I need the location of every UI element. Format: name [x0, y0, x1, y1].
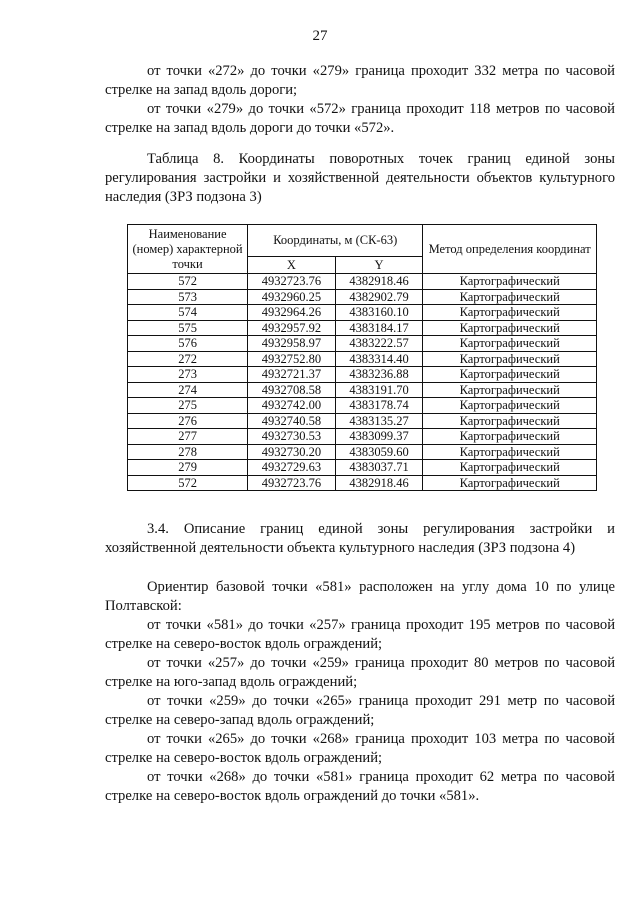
header-method: Метод определения координат — [423, 225, 597, 274]
x-cell: 4932960.25 — [248, 289, 336, 305]
table-caption: Таблица 8. Координаты поворотных точек границ единой зоны регулирования застройки и хозяйственной деятельности объектов культурного наследия (ЗРЗ подзона 3) — [105, 151, 615, 205]
point-cell: 574 — [128, 305, 248, 321]
section-heading: 3.4. Описание границ единой зоны регулирования застройки и хозяйственной деятельности объекта культурного наследия (ЗРЗ подзона 4) — [105, 521, 615, 556]
point-cell: 272 — [128, 351, 248, 367]
point-cell: 273 — [128, 367, 248, 383]
method-cell: Картографический — [423, 336, 597, 352]
table-header-row — [128, 225, 597, 257]
boundary-segment-272-279: от точки «272» до точки «279» граница проходит 332 метра по часовой стрелке на запад вдоль дороги; — [105, 63, 615, 98]
method-cell: Картографический — [423, 382, 597, 398]
header-x: X — [248, 256, 336, 273]
table-caption-block — [105, 150, 615, 207]
page-number: 27 — [312, 28, 328, 44]
method-cell: Картографический — [423, 398, 597, 414]
x-cell: 4932721.37 — [248, 367, 336, 383]
boundary-segment-581-257: от точки «581» до точки «257» граница проходит 195 метров по часовой стрелке на северо-восток вдоль ограждений; — [105, 617, 615, 652]
y-cell: 4383184.17 — [335, 320, 423, 336]
table-row — [128, 475, 597, 491]
y-cell: 4382902.79 — [335, 289, 423, 305]
y-cell: 4383191.70 — [335, 382, 423, 398]
table-row — [128, 289, 597, 305]
x-cell: 4932964.26 — [248, 305, 336, 321]
point-cell: 277 — [128, 429, 248, 445]
y-cell: 4383222.57 — [335, 336, 423, 352]
boundary-segment-265-268: от точки «265» до точки «268» граница проходит 103 метра по часовой стрелке на северо-восток вдоль ограждений; — [105, 731, 615, 766]
method-cell: Картографический — [423, 320, 597, 336]
point-cell: 274 — [128, 382, 248, 398]
table-row — [128, 429, 597, 445]
method-cell: Картографический — [423, 351, 597, 367]
point-cell: 278 — [128, 444, 248, 460]
boundary-segment-268-581: от точки «268» до точки «581» граница проходит 62 метра по часовой стрелке на северо-восток вдоль ограждений до точки «581». — [105, 769, 615, 804]
x-cell: 4932708.58 — [248, 382, 336, 398]
boundary-segment-279-572: от точки «279» до точки «572» граница проходит 118 метров по часовой стрелке на запад вдоль дороги до точки «572». — [105, 101, 615, 136]
x-cell: 4932723.76 — [248, 475, 336, 491]
table-row — [128, 398, 597, 414]
point-cell: 275 — [128, 398, 248, 414]
orientation-paragraph: Ориентир базовой точки «581» расположен на углу дома 10 по улице Полтавской: — [105, 579, 615, 614]
header-point-name: Наименование (номер) характерной точки — [128, 225, 248, 274]
header-y: Y — [335, 256, 423, 273]
x-cell: 4932730.53 — [248, 429, 336, 445]
y-cell: 4383037.71 — [335, 460, 423, 476]
y-cell: 4383236.88 — [335, 367, 423, 383]
boundary-segment-257-259: от точки «257» до точки «259» граница проходит 80 метров по часовой стрелке на юго-запад вдоль ограждений; — [105, 655, 615, 690]
y-cell: 4383059.60 — [335, 444, 423, 460]
table-row — [128, 413, 597, 429]
x-cell: 4932742.00 — [248, 398, 336, 414]
x-cell: 4932957.92 — [248, 320, 336, 336]
table-row — [128, 367, 597, 383]
x-cell: 4932740.58 — [248, 413, 336, 429]
y-cell: 4383099.37 — [335, 429, 423, 445]
x-cell: 4932958.97 — [248, 336, 336, 352]
table-body — [128, 274, 597, 491]
table-row — [128, 351, 597, 367]
x-cell: 4932723.76 — [248, 274, 336, 290]
section-3-4 — [105, 520, 615, 806]
coordinates-table — [127, 224, 597, 491]
y-cell: 4383314.40 — [335, 351, 423, 367]
intro-text — [105, 62, 615, 138]
x-cell: 4932730.20 — [248, 444, 336, 460]
y-cell: 4382918.46 — [335, 274, 423, 290]
method-cell: Картографический — [423, 305, 597, 321]
point-cell: 572 — [128, 475, 248, 491]
y-cell: 4383135.27 — [335, 413, 423, 429]
method-cell: Картографический — [423, 274, 597, 290]
method-cell: Картографический — [423, 289, 597, 305]
x-cell: 4932729.63 — [248, 460, 336, 476]
point-cell: 575 — [128, 320, 248, 336]
table-row — [128, 336, 597, 352]
table-row — [128, 382, 597, 398]
point-cell: 573 — [128, 289, 248, 305]
point-cell: 276 — [128, 413, 248, 429]
method-cell: Картографический — [423, 429, 597, 445]
table-row — [128, 444, 597, 460]
table-row — [128, 460, 597, 476]
table-row — [128, 274, 597, 290]
y-cell: 4383178.74 — [335, 398, 423, 414]
table-row — [128, 320, 597, 336]
x-cell: 4932752.80 — [248, 351, 336, 367]
table-row — [128, 305, 597, 321]
method-cell: Картографический — [423, 413, 597, 429]
boundary-segment-259-265: от точки «259» до точки «265» граница проходит 291 метр по часовой стрелке на северо-запад вдоль ограждений; — [105, 693, 615, 728]
method-cell: Картографический — [423, 444, 597, 460]
header-coordinates: Координаты, м (СК-63) — [248, 225, 423, 257]
y-cell: 4382918.46 — [335, 475, 423, 491]
point-cell: 572 — [128, 274, 248, 290]
method-cell: Картографический — [423, 367, 597, 383]
y-cell: 4383160.10 — [335, 305, 423, 321]
point-cell: 279 — [128, 460, 248, 476]
point-cell: 576 — [128, 336, 248, 352]
method-cell: Картографический — [423, 475, 597, 491]
method-cell: Картографический — [423, 460, 597, 476]
